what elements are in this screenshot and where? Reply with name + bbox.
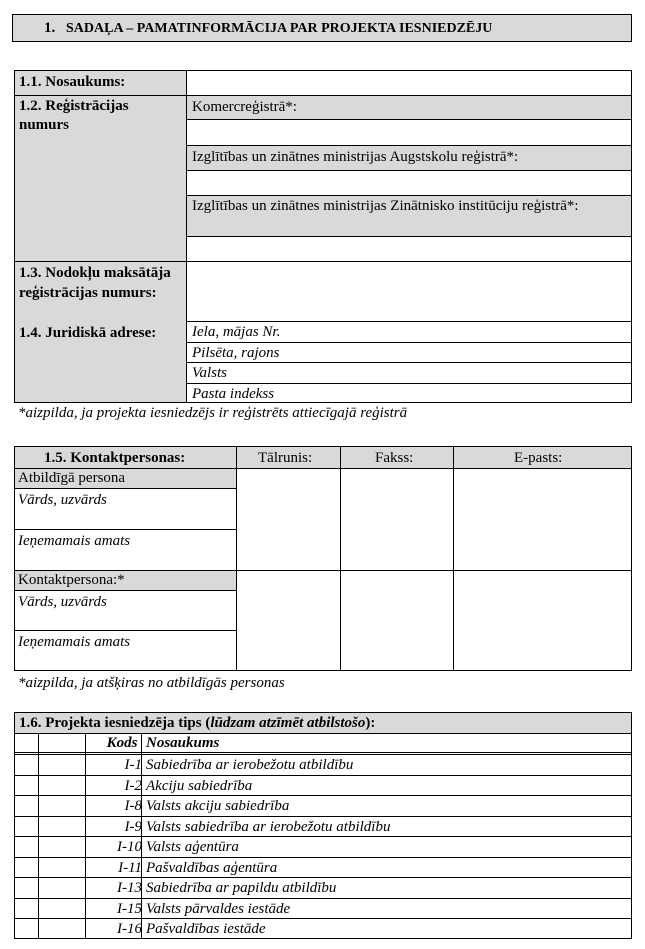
address-postal-label: Pasta indekss (192, 386, 275, 402)
type-table-row (14, 877, 632, 898)
type-table-title: 1.6. Projekta iesniedzēja tips (lūdzam atzīmēt atbilstošo): (19, 715, 376, 731)
address-city-label: Pilsēta, rajons (192, 345, 280, 361)
address-country-label: Valsts (192, 365, 228, 381)
type-code: I-13 (117, 880, 142, 896)
type-code: I-11 (118, 860, 142, 876)
type-table-row (14, 775, 632, 796)
type-name: Valsts akciju sabiedrība (146, 798, 290, 814)
science-registry-label: Izglītības un zinātnes ministrijas Zinātnisko institūciju reģistrā*: (192, 198, 579, 214)
type-code: I-16 (117, 921, 142, 937)
responsible-fax-input[interactable] (341, 469, 453, 570)
type-checkbox[interactable] (14, 858, 38, 878)
fax-header: Fakss: (375, 450, 414, 466)
tax-number-label: 1.3. Nodokļu maksātāja reģistrācijas numurs: (19, 265, 171, 301)
type-code: I-8 (124, 798, 142, 814)
responsible-name-label: Vārds, uzvārds (18, 492, 107, 508)
higher-ed-registry-label: Izglītības un zinātnes ministrijas Augstskolu reģistrā*: (192, 149, 519, 165)
commercial-registry-label: Komercreģistrā*: (192, 99, 297, 115)
type-table-row (14, 857, 632, 878)
type-checkbox[interactable] (14, 899, 38, 919)
reg-number-label: 1.2. Reģistrācijas numurs (19, 98, 129, 133)
type-name: Pašvaldības aģentūra (146, 860, 278, 876)
type-checkbox[interactable] (14, 817, 38, 837)
responsible-position-label: Ieņemamais amats (18, 533, 131, 549)
name-header: Nosaukums (146, 735, 220, 751)
type-name: Valsts aģentūra (146, 839, 239, 855)
type-code: I-15 (117, 901, 142, 917)
type-col-header (14, 733, 632, 753)
type-table-row (14, 754, 632, 775)
type-checkbox[interactable] (14, 796, 38, 816)
type-checkbox[interactable] (14, 776, 38, 796)
name-label: 1.1. Nosaukums: (19, 74, 126, 90)
contacts-footnote: *aizpilda, ja atšķiras no atbildīgās personas (18, 675, 285, 691)
commercial-registry-input[interactable] (188, 120, 631, 144)
name-input[interactable] (188, 71, 631, 94)
contact-phone-input[interactable] (237, 571, 340, 670)
contact-person-label: Kontaktpersona:* (18, 572, 125, 588)
type-checkbox[interactable] (14, 919, 38, 939)
type-table-row (14, 795, 632, 816)
type-checkbox[interactable] (14, 837, 38, 857)
type-table-row (14, 816, 632, 837)
type-code: I-2 (124, 778, 142, 794)
code-header: Kods (106, 735, 138, 751)
type-table-row (14, 918, 632, 939)
responsible-email-input[interactable] (454, 469, 631, 570)
type-name: Valsts sabiedrība ar ierobežotu atbildību (146, 819, 391, 835)
type-name: Valsts pārvaldes iestāde (146, 901, 291, 917)
type-name: Sabiedrība ar ierobežotu atbildību (146, 757, 354, 773)
type-table-row (14, 836, 632, 857)
contact-email-input[interactable] (454, 571, 631, 670)
section-number: 1. (44, 20, 56, 36)
registry-footnote: *aizpilda, ja projekta iesniedzējs ir reģistrēts attiecīgajā reģistrā (18, 405, 408, 421)
responsible-person-label: Atbildīgā persona (18, 470, 126, 486)
type-code: I-9 (124, 819, 142, 835)
section-title: SADAĻA – PAMATINFORMĀCIJA PAR PROJEKTA IESNIEDZĒJU (66, 21, 493, 36)
email-header: E-pasts: (514, 450, 563, 466)
type-checkbox[interactable] (14, 755, 38, 775)
tax-number-input[interactable] (188, 262, 631, 320)
type-name: Akciju sabiedrība (146, 778, 253, 794)
type-name: Sabiedrība ar papildu atbildību (146, 880, 337, 896)
type-code: I-1 (124, 757, 142, 773)
contact-position-label: Ieņemamais amats (18, 634, 131, 650)
contact-fax-input[interactable] (341, 571, 453, 670)
contacts-header-label: 1.5. Kontaktpersonas: (44, 450, 186, 466)
contact-name-label: Vārds, uzvārds (18, 594, 107, 610)
type-checkbox[interactable] (14, 878, 38, 898)
science-registry-input[interactable] (188, 237, 631, 260)
type-name: Pašvaldības iestāde (146, 921, 266, 937)
address-street-label: Iela, mājas Nr. (192, 324, 281, 340)
phone-header: Tālrunis: (258, 450, 313, 466)
higher-ed-registry-input[interactable] (188, 171, 631, 194)
responsible-phone-input[interactable] (237, 469, 340, 570)
type-table-row (14, 898, 632, 919)
type-code: I-10 (117, 839, 142, 855)
type-table-title-note: lūdzam atzīmēt atbilstošo (210, 715, 366, 731)
address-label: 1.4. Juridiskā adrese: (19, 325, 157, 341)
